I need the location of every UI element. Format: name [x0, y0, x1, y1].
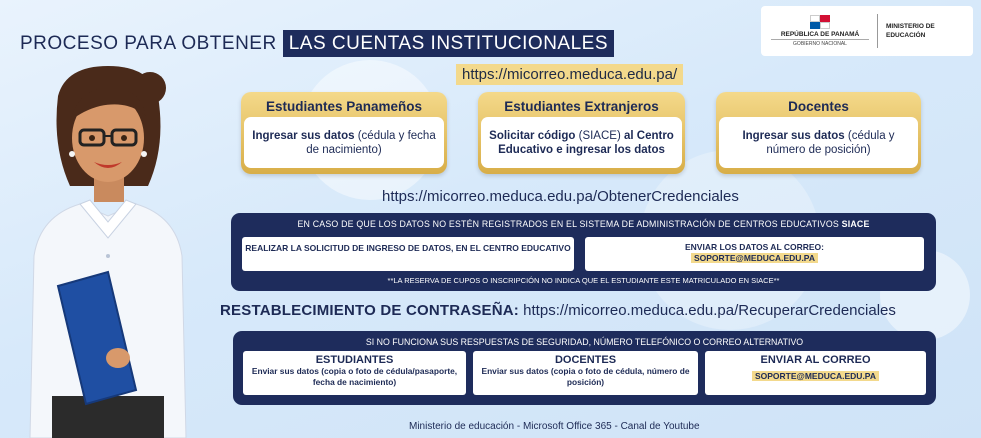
security-students-cell	[243, 351, 466, 395]
logo-government-text: GOBIERNO NACIONAL	[771, 39, 869, 47]
logo-republic-text: REPÚBLICA DE PANAMÁ	[780, 31, 860, 38]
support-email-link[interactable]: SOPORTE@MEDUCA.EDU.PA	[691, 253, 818, 263]
title-part-1: PROCESO PARA OBTENER	[20, 32, 277, 54]
credentials-url[interactable]: https://micorreo.meduca.edu.pa/ObtenerCredenciales	[382, 188, 739, 205]
card-body	[719, 117, 918, 168]
republic-logo	[771, 15, 869, 47]
card-text: (SIACE)	[575, 129, 624, 142]
logo-ministry-line-1: MINISTERIO DE	[886, 23, 935, 30]
siace-request-cell: REALIZAR LA SOLICITUD DE INGRESO DE DATOS, EN EL CENTRO EDUCATIVO	[242, 237, 574, 271]
ministry-logo	[761, 6, 973, 56]
card-panamanian-students	[241, 92, 447, 174]
teacher-illustration	[0, 66, 220, 438]
siace-note: **LA RESERVA DE CUPOS O INSCRIPCIÓN NO INDICA QUE EL ESTUDIANTE ESTE MATRICULADO EN SIACE**	[387, 276, 780, 285]
security-students-title: ESTUDIANTES	[315, 354, 394, 366]
security-heading: SI NO FUNCIONA SUS RESPUESTAS DE SEGURIDAD, NÚMERO TELEFÓNICO O CORREO ALTERNATIVO	[365, 337, 804, 347]
siace-panel	[231, 213, 936, 291]
card-bold-text: Ingresar sus datos	[742, 129, 845, 142]
logo-divider	[877, 14, 878, 48]
security-panel	[233, 331, 936, 405]
security-email-title: ENVIAR AL CORREO	[760, 354, 871, 366]
card-title: Estudiantes Extranjeros	[504, 98, 659, 114]
card-foreign-students	[478, 92, 685, 174]
security-teachers-title: DOCENTES	[554, 354, 617, 366]
password-reset-label: RESTABLECIMIENTO DE CONTRASEÑA:	[220, 302, 519, 319]
title-part-2: LAS CUENTAS INSTITUCIONALES	[283, 30, 614, 57]
siace-heading-text: EN CASO DE QUE LOS DATOS NO ESTÉN REGISTRADOS EN EL SISTEMA DE ADMINISTRACIÓN DE CENTROS EDUCATIVOS	[297, 219, 839, 229]
panama-flag-icon	[810, 15, 830, 29]
card-text: (cédula y fecha de nacimiento)	[306, 129, 436, 156]
security-students-text: Enviar sus datos (copia o foto de cédula/pasaporte, fecha de nacimiento)	[251, 366, 458, 387]
siace-heading-bold: SIACE	[841, 219, 870, 229]
card-bold-text: Solicitar código	[489, 129, 576, 142]
password-reset-url[interactable]: https://micorreo.meduca.edu.pa/RecuperarCredenciales	[523, 302, 896, 319]
security-teachers-cell	[473, 351, 698, 395]
siace-email-cell	[585, 237, 924, 271]
siace-email-label: ENVIAR LOS DATOS AL CORREO:	[684, 242, 824, 252]
security-email-cell	[705, 351, 926, 395]
security-teachers-text: Enviar sus datos (copia o foto de cédula, número de posición)	[481, 366, 690, 387]
support-email-link[interactable]: SOPORTE@MEDUCA.EDU.PA	[752, 371, 879, 381]
card-teachers	[716, 92, 921, 174]
card-text: (cédula y número de posición)	[766, 129, 895, 156]
password-reset-line	[220, 302, 896, 319]
card-body	[481, 117, 682, 168]
card-bold-text-2: al Centro Educativo e ingresar los datos	[498, 129, 674, 156]
card-bold-text: Ingresar sus datos	[252, 129, 355, 142]
footer-text: Ministerio de educación - Microsoft Office 365 - Canal de Youtube	[409, 421, 700, 432]
siace-heading	[231, 219, 936, 229]
main-url[interactable]: https://micorreo.meduca.edu.pa/	[456, 64, 683, 85]
card-body	[244, 117, 444, 168]
logo-ministry	[886, 22, 935, 40]
logo-ministry-line-2: EDUCACIÓN	[886, 32, 926, 39]
card-title: Docentes	[788, 98, 849, 114]
page-title	[20, 30, 614, 57]
card-title: Estudiantes Panameños	[265, 98, 423, 114]
